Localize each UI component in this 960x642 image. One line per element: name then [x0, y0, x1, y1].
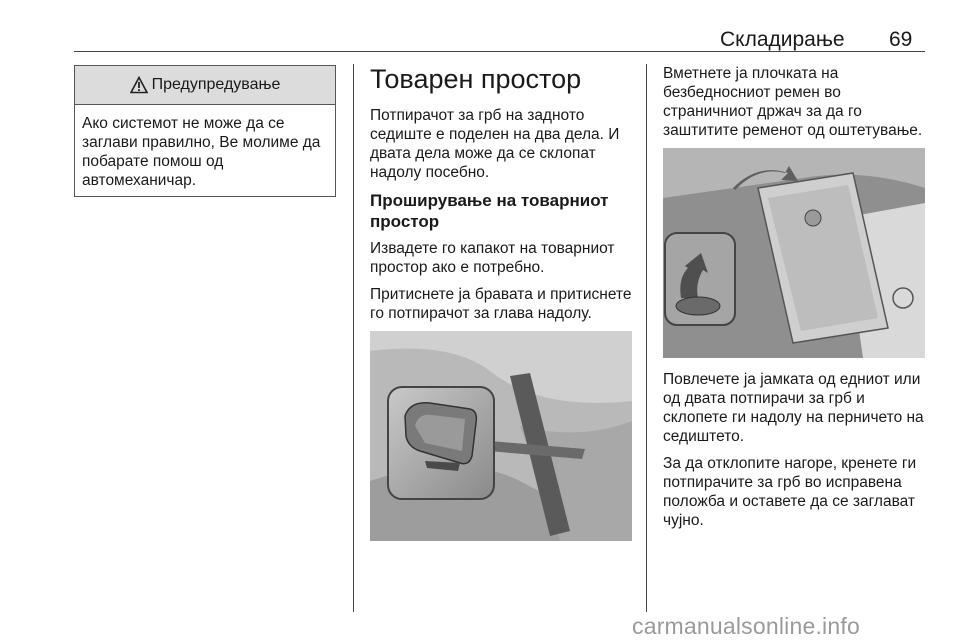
header-rule — [74, 51, 925, 52]
header-title: Складирање — [720, 28, 845, 51]
warning-box — [74, 65, 336, 197]
subsection-paragraph-2: Притиснете ја бравата и притиснете го потпирачот за глава надолу. — [370, 286, 632, 322]
warning-header — [75, 66, 335, 105]
column-divider-1 — [353, 64, 354, 612]
headrest-illustration — [370, 331, 632, 541]
watermark: carmanualsonline.info — [632, 613, 860, 639]
section-intro: Потпирачот за грб на задното седиште е поделен на два дела. И двата дела може да се склопат надолу посебно. — [370, 107, 620, 181]
col3-paragraph-1: Вметнете ја плочката на безбедносниот ремен во страничниот држач за да го заштитите ременот од оштетување. — [663, 65, 923, 139]
col3-paragraph-2: Повлечете ја јамката од едниот или од двата потпирачи за грб и склопете ги надолу на перничето на седиштето. — [663, 371, 924, 445]
page-number: 69 — [889, 28, 913, 51]
warning-triangle-icon — [130, 76, 148, 94]
column-3 — [663, 64, 925, 538]
warning-title: Предупредување — [151, 76, 281, 93]
section-title: Товарен простор — [370, 64, 582, 94]
subsection-title: Проширување на товарниот простор — [370, 191, 609, 231]
seatback-fold-illustration — [663, 148, 925, 358]
column-divider-2 — [646, 64, 647, 612]
subsection-paragraph-1: Извадете го капакот на товарниот простор ако е потребно. — [370, 240, 615, 276]
col3-paragraph-3: За да отклопите нагоре, кренете ги потпирачите за грб во исправена положба и оставете да се заглават чујно. — [663, 455, 917, 529]
warning-text: Ако системот не може да се заглави правилно, Ве молиме да побарате помош од автомеханичар. — [82, 115, 321, 189]
column-2 — [370, 64, 632, 541]
